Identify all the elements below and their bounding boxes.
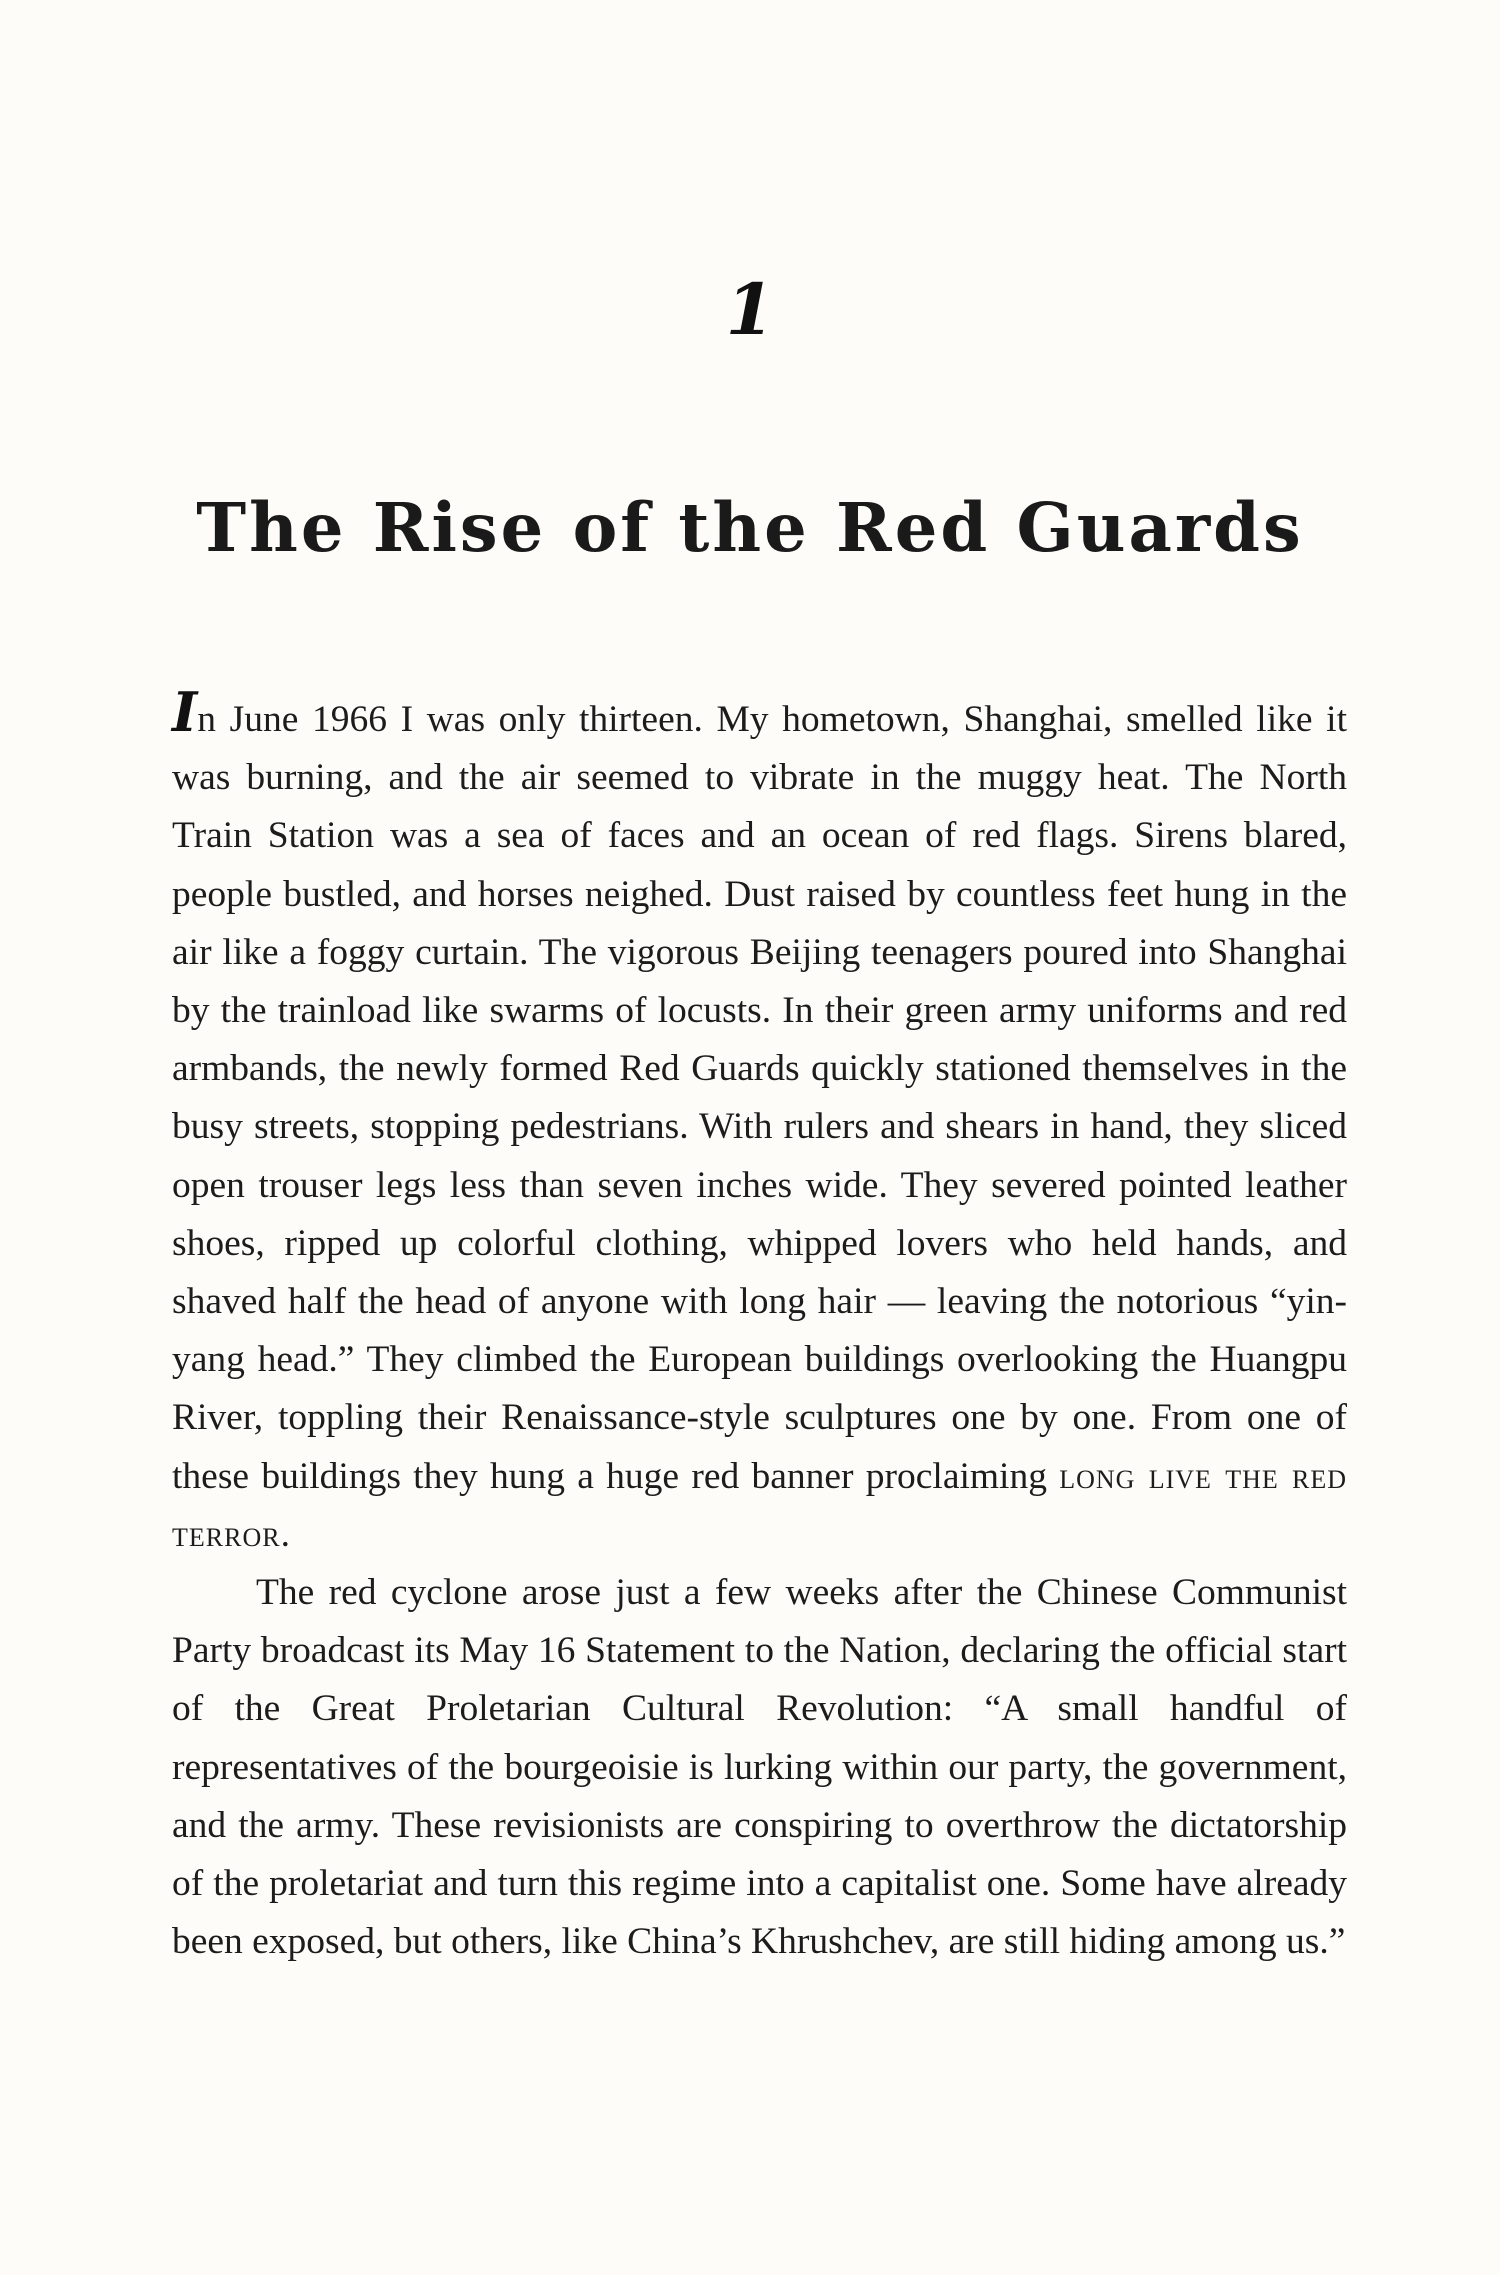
chapter-number: 1 [725,268,775,351]
chapter-title: The Rise of the Red Guards [196,488,1304,567]
paragraph-1 [172,680,1347,1564]
paragraph-2: The red cyclone arose just a few weeks after the Chinese Communist Party broadcast its May 16 Statement to the Nation, declaring the official start of the Great Proletarian Cultural Revolution: “A small handful of representatives of the bourgeoisie is lurking within our party, the government, and the army. These revisionists are conspiring to overthrow the dictatorship of the proletariat and turn this regime into a capitalist one. Some have already been exposed, but others, like China’s Khrushchev, are still hiding among us.” [172,1572,1347,1963]
paragraph-1-text: n June 1966 I was only thirteen. My hometown, Shanghai, smelled like it was burning, and the air seemed to vibrate in the muggy heat. The North Train Station was a sea of faces and an ocean of red flags. Sirens blared, people bustled, and horses neighed. Dust raised by countless feet hung in the air like a foggy curtain. The vigorous Beijing teenagers poured into Shanghai by the trainload like swarms of locusts. In their green army uniforms and red armbands, the newly formed Red Guards quickly stationed themselves in the busy streets, stopping pedestrians. With rulers and shears in hand, they sliced open trouser legs less than seven inches wide. They severed pointed leather shoes, ripped up colorful clothing, whipped lovers who held hands, and shaved half the head of anyone with long hair — leaving the notorious “yin-yang head.” They climbed the European buildings overlooking the Huangpu River, toppling their Renaissance-style sculptures one by one. From one of these buildings they hung a huge red banner proclaiming [172,699,1347,1497]
drop-cap: I [172,680,198,744]
body-text [172,680,1347,1971]
paragraph-1-end: . [280,1513,290,1555]
banner-slogan: long live the red terror [172,1455,1347,1555]
